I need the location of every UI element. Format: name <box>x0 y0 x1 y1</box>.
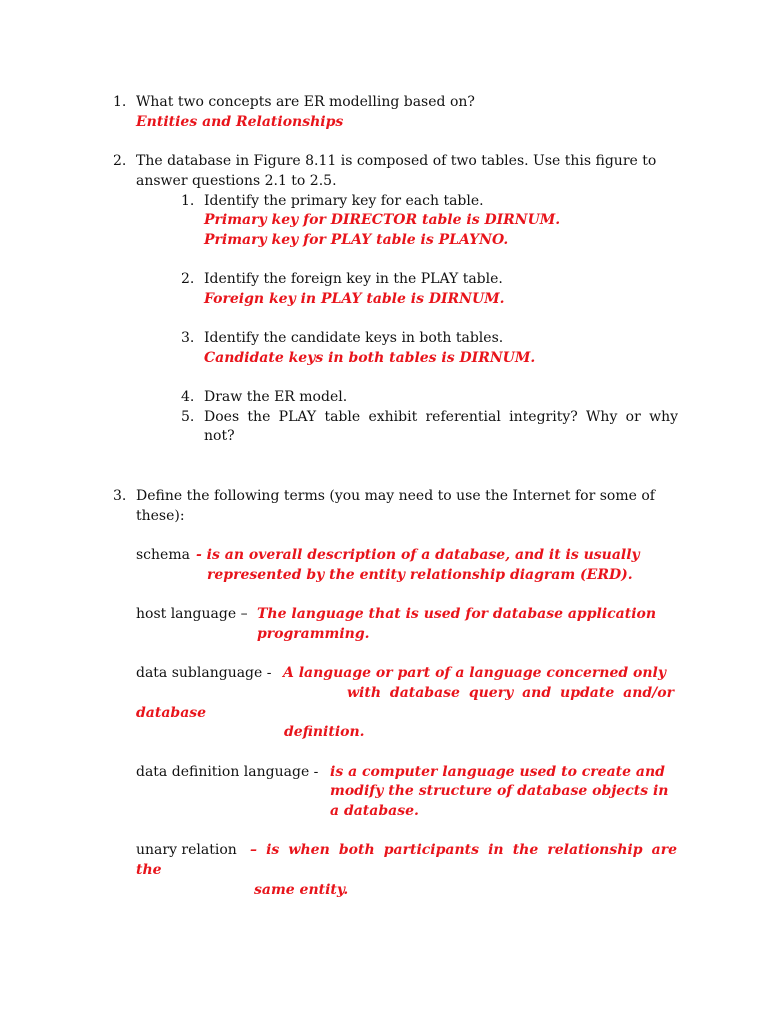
unary-relation-definition-line2: the <box>136 862 162 878</box>
q2-number: 2. <box>113 153 127 169</box>
q2-sub5-number: 5. <box>181 409 195 425</box>
term-host-language: host language – <box>136 606 248 622</box>
unary-relation-definition-line3: same entity. <box>254 882 349 898</box>
term-data-sublanguage: data sublanguage - <box>136 665 272 681</box>
q3-number: 3. <box>113 488 127 504</box>
q1-question: What two concepts are ER modelling based on? <box>136 94 475 110</box>
ddl-definition-line2: modify the structure of database objects in <box>330 783 669 799</box>
q2-sub2-answer: Foreign key in PLAY table is DIRNUM. <box>204 291 505 307</box>
q3-question-line2: these): <box>136 508 185 524</box>
q2-sub1-number: 1. <box>181 193 195 209</box>
host-language-definition-line2: programming. <box>257 626 370 642</box>
q2-sub3-question: Identify the candidate keys in both tables. <box>204 330 504 346</box>
data-sublanguage-definition-line1: A language or part of a language concerned only <box>283 665 667 681</box>
q1-answer: Entities and Relationships <box>136 114 344 130</box>
q2-sub1-answer-line1: Primary key for DIRECTOR table is DIRNUM. <box>204 212 561 228</box>
q2-question-line2: answer questions 2.1 to 2.5. <box>136 173 337 189</box>
ddl-definition-line1: is a computer language used to create and <box>330 764 665 780</box>
q2-sub1-question: Identify the primary key for each table. <box>204 193 484 209</box>
schema-definition-line2: represented by the entity relationship diagram (ERD). <box>207 567 633 583</box>
data-sublanguage-definition-line2: with database query and update and/or <box>347 685 674 701</box>
q2-sub3-number: 3. <box>181 330 195 346</box>
term-unary-relation: unary relation <box>136 842 237 858</box>
q2-sub4-question: Draw the ER model. <box>204 389 348 405</box>
schema-definition-line1: - is an overall description of a database, and it is usually <box>196 547 640 563</box>
data-sublanguage-definition-line3: database <box>136 705 207 721</box>
q1-number: 1. <box>113 94 127 110</box>
term-schema: schema <box>136 547 190 563</box>
q2-sub2-number: 2. <box>181 271 195 287</box>
unary-relation-definition-line1: – is when both participants in the relationship are <box>250 842 677 858</box>
host-language-definition-line1: The language that is used for database application <box>257 606 657 622</box>
q2-sub5-question-line1: Does the PLAY table exhibit referential integrity? Why or why <box>204 409 678 425</box>
ddl-definition-line3: a database. <box>330 803 419 819</box>
term-data-definition-language: data definition language - <box>136 764 319 780</box>
data-sublanguage-definition-line4: definition. <box>284 724 365 740</box>
q2-sub5-question-line2: not? <box>204 428 235 444</box>
q2-sub3-answer: Candidate keys in both tables is DIRNUM. <box>204 350 536 366</box>
q2-sub4-number: 4. <box>181 389 195 405</box>
q2-sub2-question: Identify the foreign key in the PLAY table. <box>204 271 503 287</box>
q3-question-line1: Define the following terms (you may need to use the Internet for some of <box>136 488 655 504</box>
q2-sub1-answer-line2: Primary key for PLAY table is PLAYNO. <box>204 232 509 248</box>
q2-question-line1: The database in Figure 8.11 is composed of two tables. Use this figure to <box>136 153 657 169</box>
